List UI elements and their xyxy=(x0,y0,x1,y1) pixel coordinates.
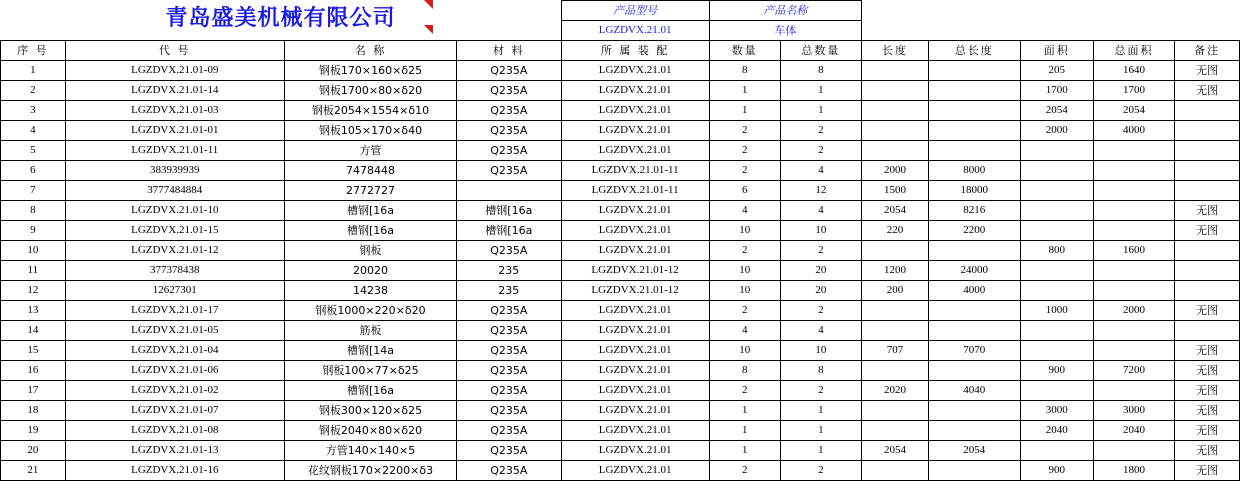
table-cell-len[interactable] xyxy=(862,241,929,261)
table-cell-asm[interactable]: LGZDVX.21.01-11 xyxy=(561,181,709,201)
table-cell-name[interactable]: 钢板300×120×δ25 xyxy=(284,401,456,421)
col-header-remark: 备注 xyxy=(1175,41,1240,61)
table-cell-name[interactable]: 钢板100×77×δ25 xyxy=(284,361,456,381)
table-cell-area[interactable] xyxy=(1020,441,1093,461)
table-cell-code[interactable]: LGZDVX.21.01-11 xyxy=(65,141,284,161)
table-cell-no[interactable]: 3 xyxy=(1,101,66,121)
table-cell-asm[interactable]: LGZDVX.21.01 xyxy=(561,61,709,81)
table-cell-remark[interactable] xyxy=(1175,141,1240,161)
table-cell-name[interactable]: 钢板1700×80×δ20 xyxy=(284,81,456,101)
table-cell-tlen[interactable]: 2054 xyxy=(928,441,1020,461)
table-cell-area[interactable] xyxy=(1020,221,1093,241)
table-cell-remark[interactable] xyxy=(1175,281,1240,301)
table-cell-len[interactable]: 2020 xyxy=(862,381,929,401)
table-row[interactable] xyxy=(1,221,1240,241)
table-cell-len[interactable] xyxy=(862,321,929,341)
table-cell-remark[interactable] xyxy=(1175,161,1240,181)
table-cell-code[interactable]: 12627301 xyxy=(65,281,284,301)
table-cell-mat[interactable]: Q235A xyxy=(457,381,561,401)
table-cell-name[interactable]: 钢板1000×220×δ20 xyxy=(284,301,456,321)
table-cell-tlen[interactable]: 2200 xyxy=(928,221,1020,241)
table-cell-asm[interactable]: LGZDVX.21.01 xyxy=(561,461,709,481)
table-cell-asm[interactable]: LGZDVX.21.01 xyxy=(561,381,709,401)
table-cell-area[interactable]: 205 xyxy=(1020,61,1093,81)
table-cell-asm[interactable]: LGZDVX.21.01 xyxy=(561,241,709,261)
col-header-material: 材 料 xyxy=(457,41,561,61)
table-cell-remark[interactable] xyxy=(1175,101,1240,121)
table-cell-code[interactable]: LGZDVX.21.01-08 xyxy=(65,421,284,441)
table-cell-qty[interactable]: 10 xyxy=(709,281,780,301)
table-cell-tarea[interactable]: 3000 xyxy=(1093,401,1174,421)
table-cell-asm[interactable]: LGZDVX.21.01-12 xyxy=(561,261,709,281)
table-cell-qty[interactable]: 10 xyxy=(709,261,780,281)
table-cell-name[interactable]: 7478448 xyxy=(284,161,456,181)
table-cell-asm[interactable]: LGZDVX.21.01 xyxy=(561,101,709,121)
table-cell-area[interactable] xyxy=(1020,321,1093,341)
table-cell-tarea[interactable] xyxy=(1093,441,1174,461)
table-cell-qty[interactable]: 10 xyxy=(709,221,780,241)
table-cell-tqty[interactable]: 1 xyxy=(780,81,861,101)
table-cell-area[interactable] xyxy=(1020,201,1093,221)
table-cell-name[interactable]: 方管140×140×5 xyxy=(284,441,456,461)
table-cell-name[interactable]: 钢板 xyxy=(284,241,456,261)
table-row[interactable] xyxy=(1,141,1240,161)
table-cell-tarea[interactable] xyxy=(1093,161,1174,181)
table-cell-no[interactable]: 21 xyxy=(1,461,66,481)
table-cell-qty[interactable]: 10 xyxy=(709,341,780,361)
table-cell-tqty[interactable]: 2 xyxy=(780,301,861,321)
table-cell-asm[interactable]: LGZDVX.21.01 xyxy=(561,341,709,361)
table-cell-area[interactable] xyxy=(1020,261,1093,281)
table-cell-tqty[interactable]: 1 xyxy=(780,421,861,441)
title-row-1 xyxy=(1,1,1240,21)
table-cell-area[interactable]: 800 xyxy=(1020,241,1093,261)
table-row[interactable] xyxy=(1,441,1240,461)
table-cell-len[interactable] xyxy=(862,461,929,481)
table-cell-remark[interactable] xyxy=(1175,261,1240,281)
table-cell-tarea[interactable] xyxy=(1093,181,1174,201)
col-header-length: 长度 xyxy=(862,41,929,61)
table-cell-len[interactable]: 1200 xyxy=(862,261,929,281)
table-cell-qty[interactable]: 8 xyxy=(709,61,780,81)
table-cell-tlen[interactable] xyxy=(928,81,1020,101)
table-cell-no[interactable]: 15 xyxy=(1,341,66,361)
table-cell-len[interactable] xyxy=(862,301,929,321)
table-cell-tlen[interactable] xyxy=(928,141,1020,161)
table-cell-qty[interactable]: 8 xyxy=(709,361,780,381)
table-cell-tlen[interactable]: 24000 xyxy=(928,261,1020,281)
table-cell-tqty[interactable]: 20 xyxy=(780,281,861,301)
table-cell-remark[interactable]: 无图 xyxy=(1175,301,1240,321)
table-cell-no[interactable]: 19 xyxy=(1,421,66,441)
table-cell-no[interactable]: 13 xyxy=(1,301,66,321)
table-cell-tlen[interactable] xyxy=(928,101,1020,121)
table-cell-asm[interactable]: LGZDVX.21.01-11 xyxy=(561,161,709,181)
table-cell-remark[interactable] xyxy=(1175,241,1240,261)
table-cell-no[interactable]: 9 xyxy=(1,221,66,241)
col-header-serial: 序 号 xyxy=(1,41,66,61)
table-cell-asm[interactable]: LGZDVX.21.01 xyxy=(561,141,709,161)
comment-marker-icon xyxy=(424,0,433,9)
table-cell-name[interactable]: 槽钢[16a xyxy=(284,381,456,401)
col-header-area: 面积 xyxy=(1020,41,1093,61)
table-cell-asm[interactable]: LGZDVX.21.01 xyxy=(561,121,709,141)
table-cell-tarea[interactable] xyxy=(1093,201,1174,221)
table-cell-tarea[interactable]: 4000 xyxy=(1093,121,1174,141)
table-cell-tarea[interactable] xyxy=(1093,281,1174,301)
table-cell-remark[interactable]: 无图 xyxy=(1175,341,1240,361)
table-cell-no[interactable]: 10 xyxy=(1,241,66,261)
table-cell-remark[interactable]: 无图 xyxy=(1175,441,1240,461)
table-cell-qty[interactable]: 1 xyxy=(709,401,780,421)
table-cell-tqty[interactable]: 1 xyxy=(780,441,861,461)
table-cell-name[interactable]: 钢板105×170×δ40 xyxy=(284,121,456,141)
table-cell-code[interactable]: LGZDVX.21.01-15 xyxy=(65,221,284,241)
product-name-value: 车体 xyxy=(709,21,861,41)
table-cell-name[interactable]: 14238 xyxy=(284,281,456,301)
table-cell-area[interactable] xyxy=(1020,161,1093,181)
table-cell-tqty[interactable]: 10 xyxy=(780,221,861,241)
table-row[interactable] xyxy=(1,241,1240,261)
table-cell-tarea[interactable] xyxy=(1093,261,1174,281)
table-row[interactable] xyxy=(1,321,1240,341)
table-cell-tqty[interactable]: 2 xyxy=(780,241,861,261)
table-cell-code[interactable]: LGZDVX.21.01-10 xyxy=(65,201,284,221)
table-cell-no[interactable]: 7 xyxy=(1,181,66,201)
table-cell-mat[interactable]: Q235A xyxy=(457,121,561,141)
table-cell-tqty[interactable]: 4 xyxy=(780,201,861,221)
table-cell-tlen[interactable] xyxy=(928,401,1020,421)
table-cell-no[interactable]: 6 xyxy=(1,161,66,181)
table-cell-asm[interactable]: LGZDVX.21.01 xyxy=(561,401,709,421)
table-cell-tarea[interactable] xyxy=(1093,341,1174,361)
title-spacer-1 xyxy=(862,1,1240,21)
table-cell-mat[interactable]: Q235A xyxy=(457,241,561,261)
table-body xyxy=(1,1,1240,481)
table-cell-code[interactable]: LGZDVX.21.01-07 xyxy=(65,401,284,421)
table-cell-qty[interactable]: 6 xyxy=(709,181,780,201)
col-header-name: 名 称 xyxy=(284,41,456,61)
table-cell-name[interactable]: 钢板170×160×δ25 xyxy=(284,61,456,81)
table-cell-remark[interactable]: 无图 xyxy=(1175,421,1240,441)
table-cell-area[interactable] xyxy=(1020,281,1093,301)
col-header-total-qty: 总数量 xyxy=(780,41,861,61)
table-cell-len[interactable] xyxy=(862,361,929,381)
table-cell-len[interactable] xyxy=(862,81,929,101)
table-cell-mat[interactable]: Q235A xyxy=(457,141,561,161)
table-cell-asm[interactable]: LGZDVX.21.01 xyxy=(561,301,709,321)
table-cell-no[interactable]: 11 xyxy=(1,261,66,281)
table-cell-mat[interactable]: Q235A xyxy=(457,441,561,461)
table-cell-remark[interactable]: 无图 xyxy=(1175,61,1240,81)
table-cell-mat[interactable] xyxy=(457,181,561,201)
table-cell-qty[interactable]: 1 xyxy=(709,81,780,101)
table-cell-tarea[interactable] xyxy=(1093,321,1174,341)
table-cell-asm[interactable]: LGZDVX.21.01 xyxy=(561,81,709,101)
table-cell-area[interactable] xyxy=(1020,381,1093,401)
table-cell-name[interactable]: 2772727 xyxy=(284,181,456,201)
table-cell-qty[interactable]: 1 xyxy=(709,421,780,441)
table-row[interactable] xyxy=(1,81,1240,101)
table-cell-name[interactable]: 筋板 xyxy=(284,321,456,341)
table-cell-tqty[interactable]: 20 xyxy=(780,261,861,281)
table-cell-name[interactable]: 钢板2040×80×δ20 xyxy=(284,421,456,441)
table-cell-qty[interactable]: 2 xyxy=(709,161,780,181)
table-cell-len[interactable]: 2054 xyxy=(862,441,929,461)
table-cell-len[interactable] xyxy=(862,121,929,141)
table-cell-no[interactable]: 2 xyxy=(1,81,66,101)
title-spacer-2 xyxy=(862,21,1240,41)
table-cell-area[interactable] xyxy=(1020,181,1093,201)
col-header-total-length: 总长度 xyxy=(928,41,1020,61)
table-cell-area[interactable]: 2040 xyxy=(1020,421,1093,441)
table-cell-name[interactable]: 方管 xyxy=(284,141,456,161)
table-cell-tlen[interactable] xyxy=(928,61,1020,81)
table-cell-tqty[interactable]: 10 xyxy=(780,341,861,361)
table-cell-remark[interactable]: 无图 xyxy=(1175,361,1240,381)
table-cell-area[interactable]: 1000 xyxy=(1020,301,1093,321)
table-cell-name[interactable]: 花纹钢板170×2200×δ3 xyxy=(284,461,456,481)
table-cell-tqty[interactable]: 4 xyxy=(780,161,861,181)
table-cell-tlen[interactable] xyxy=(928,121,1020,141)
col-header-total-area: 总面积 xyxy=(1093,41,1174,61)
table-cell-asm[interactable]: LGZDVX.21.01 xyxy=(561,421,709,441)
company-title: 青岛盛美机械有限公司 xyxy=(165,5,396,31)
table-cell-code[interactable]: LGZDVX.21.01-16 xyxy=(65,461,284,481)
table-cell-remark[interactable] xyxy=(1175,121,1240,141)
table-cell-tarea[interactable]: 2040 xyxy=(1093,421,1174,441)
table-cell-tarea[interactable] xyxy=(1093,141,1174,161)
table-row[interactable] xyxy=(1,121,1240,141)
table-cell-name[interactable]: 20020 xyxy=(284,261,456,281)
table-row[interactable] xyxy=(1,301,1240,321)
table-cell-qty[interactable]: 4 xyxy=(709,201,780,221)
table-cell-remark[interactable]: 无图 xyxy=(1175,461,1240,481)
table-cell-tarea[interactable]: 7200 xyxy=(1093,361,1174,381)
table-row[interactable] xyxy=(1,421,1240,441)
table-cell-len[interactable] xyxy=(862,401,929,421)
table-cell-asm[interactable]: LGZDVX.21.01-12 xyxy=(561,281,709,301)
table-cell-qty[interactable]: 1 xyxy=(709,441,780,461)
table-cell-tqty[interactable]: 1 xyxy=(780,401,861,421)
table-cell-tqty[interactable]: 2 xyxy=(780,381,861,401)
table-cell-tlen[interactable] xyxy=(928,461,1020,481)
col-header-assembly: 所 属 装 配 xyxy=(561,41,709,61)
table-cell-asm[interactable]: LGZDVX.21.01 xyxy=(561,221,709,241)
table-cell-tarea[interactable]: 2000 xyxy=(1093,301,1174,321)
table-cell-mat[interactable]: Q235A xyxy=(457,361,561,381)
table-cell-area[interactable]: 1700 xyxy=(1020,81,1093,101)
table-cell-mat[interactable]: Q235A xyxy=(457,401,561,421)
table-cell-tqty[interactable]: 2 xyxy=(780,141,861,161)
col-header-code: 代 号 xyxy=(65,41,284,61)
table-cell-mat[interactable]: 235 xyxy=(457,281,561,301)
table-cell-len[interactable]: 2000 xyxy=(862,161,929,181)
table-row[interactable] xyxy=(1,101,1240,121)
table-cell-len[interactable]: 1500 xyxy=(862,181,929,201)
table-cell-no[interactable]: 4 xyxy=(1,121,66,141)
table-cell-len[interactable]: 2054 xyxy=(862,201,929,221)
table-row[interactable] xyxy=(1,181,1240,201)
table-cell-qty[interactable]: 4 xyxy=(709,321,780,341)
table-cell-tqty[interactable]: 8 xyxy=(780,361,861,381)
table-cell-tlen[interactable] xyxy=(928,421,1020,441)
table-cell-area[interactable]: 900 xyxy=(1020,361,1093,381)
table-cell-code[interactable]: 3777484884 xyxy=(65,181,284,201)
comment-marker-icon xyxy=(424,25,433,34)
table-row[interactable] xyxy=(1,381,1240,401)
table-cell-len[interactable]: 220 xyxy=(862,221,929,241)
table-cell-len[interactable]: 707 xyxy=(862,341,929,361)
table-cell-mat[interactable]: Q235A xyxy=(457,81,561,101)
table-cell-area[interactable]: 2054 xyxy=(1020,101,1093,121)
table-cell-code[interactable]: LGZDVX.21.01-06 xyxy=(65,361,284,381)
table-cell-tarea[interactable]: 1600 xyxy=(1093,241,1174,261)
table-cell-len[interactable] xyxy=(862,141,929,161)
table-cell-area[interactable]: 2000 xyxy=(1020,121,1093,141)
table-cell-mat[interactable]: Q235A xyxy=(457,321,561,341)
table-cell-len[interactable] xyxy=(862,421,929,441)
table-cell-no[interactable]: 16 xyxy=(1,361,66,381)
table-row[interactable] xyxy=(1,461,1240,481)
table-cell-no[interactable]: 12 xyxy=(1,281,66,301)
table-cell-remark[interactable] xyxy=(1175,321,1240,341)
table-cell-tqty[interactable]: 4 xyxy=(780,321,861,341)
table-cell-tlen[interactable]: 8000 xyxy=(928,161,1020,181)
table-cell-tarea[interactable]: 1700 xyxy=(1093,81,1174,101)
table-cell-mat[interactable]: Q235A xyxy=(457,461,561,481)
table-cell-name[interactable]: 槽钢[16a xyxy=(284,201,456,221)
table-cell-no[interactable]: 5 xyxy=(1,141,66,161)
table-row[interactable] xyxy=(1,201,1240,221)
table-cell-qty[interactable]: 2 xyxy=(709,301,780,321)
table-cell-qty[interactable]: 2 xyxy=(709,241,780,261)
table-cell-remark[interactable] xyxy=(1175,181,1240,201)
table-row[interactable] xyxy=(1,341,1240,361)
table-cell-code[interactable]: 377378438 xyxy=(65,261,284,281)
table-cell-tlen[interactable] xyxy=(928,241,1020,261)
table-cell-remark[interactable]: 无图 xyxy=(1175,81,1240,101)
table-row[interactable] xyxy=(1,401,1240,421)
table-cell-no[interactable]: 14 xyxy=(1,321,66,341)
table-cell-mat[interactable]: Q235A xyxy=(457,341,561,361)
table-cell-len[interactable] xyxy=(862,101,929,121)
table-cell-area[interactable]: 900 xyxy=(1020,461,1093,481)
table-cell-code[interactable]: LGZDVX.21.01-09 xyxy=(65,61,284,81)
table-cell-code[interactable]: LGZDVX.21.01-13 xyxy=(65,441,284,461)
table-cell-mat[interactable]: Q235A xyxy=(457,161,561,181)
table-cell-code[interactable]: LGZDVX.21.01-05 xyxy=(65,321,284,341)
table-cell-asm[interactable]: LGZDVX.21.01 xyxy=(561,361,709,381)
table-row[interactable] xyxy=(1,261,1240,281)
table-cell-remark[interactable]: 无图 xyxy=(1175,401,1240,421)
table-cell-remark[interactable]: 无图 xyxy=(1175,221,1240,241)
table-cell-tqty[interactable]: 2 xyxy=(780,461,861,481)
table-cell-mat[interactable]: 槽钢[16a xyxy=(457,201,561,221)
table-cell-tarea[interactable] xyxy=(1093,221,1174,241)
table-cell-mat[interactable]: Q235A xyxy=(457,301,561,321)
table-cell-len[interactable]: 200 xyxy=(862,281,929,301)
table-cell-no[interactable]: 1 xyxy=(1,61,66,81)
table-cell-tarea[interactable]: 1800 xyxy=(1093,461,1174,481)
table-cell-tlen[interactable]: 7070 xyxy=(928,341,1020,361)
table-cell-code[interactable]: LGZDVX.21.01-04 xyxy=(65,341,284,361)
product-name-label: 产品名称 xyxy=(709,1,861,21)
table-cell-qty[interactable]: 2 xyxy=(709,461,780,481)
table-cell-tlen[interactable] xyxy=(928,321,1020,341)
table-cell-mat[interactable]: 235 xyxy=(457,261,561,281)
table-cell-code[interactable]: LGZDVX.21.01-03 xyxy=(65,101,284,121)
col-header-qty: 数量 xyxy=(709,41,780,61)
table-cell-tlen[interactable]: 4040 xyxy=(928,381,1020,401)
table-cell-qty[interactable]: 2 xyxy=(709,121,780,141)
table-cell-area[interactable] xyxy=(1020,141,1093,161)
column-header-row xyxy=(1,41,1240,61)
table-cell-tlen[interactable]: 18000 xyxy=(928,181,1020,201)
table-cell-tqty[interactable]: 1 xyxy=(780,101,861,121)
table-cell-no[interactable]: 8 xyxy=(1,201,66,221)
table-cell-code[interactable]: 383939939 xyxy=(65,161,284,181)
table-cell-asm[interactable]: LGZDVX.21.01 xyxy=(561,321,709,341)
table-cell-name[interactable]: 钢板2054×1554×δ10 xyxy=(284,101,456,121)
table-cell-no[interactable]: 17 xyxy=(1,381,66,401)
table-cell-tqty[interactable]: 8 xyxy=(780,61,861,81)
company-title-cell xyxy=(1,1,562,41)
table-cell-code[interactable]: LGZDVX.21.01-01 xyxy=(65,121,284,141)
table-cell-qty[interactable]: 1 xyxy=(709,101,780,121)
table-cell-code[interactable]: LGZDVX.21.01-12 xyxy=(65,241,284,261)
table-cell-tarea[interactable]: 2054 xyxy=(1093,101,1174,121)
table-cell-remark[interactable]: 无图 xyxy=(1175,201,1240,221)
table-cell-qty[interactable]: 2 xyxy=(709,141,780,161)
table-cell-mat[interactable]: Q235A xyxy=(457,421,561,441)
table-cell-qty[interactable]: 2 xyxy=(709,381,780,401)
table-cell-code[interactable]: LGZDVX.21.01-02 xyxy=(65,381,284,401)
table-cell-tqty[interactable]: 2 xyxy=(780,121,861,141)
table-row[interactable] xyxy=(1,61,1240,81)
table-cell-no[interactable]: 18 xyxy=(1,401,66,421)
table-cell-no[interactable]: 20 xyxy=(1,441,66,461)
table-cell-tlen[interactable]: 4000 xyxy=(928,281,1020,301)
table-cell-remark[interactable]: 无图 xyxy=(1175,381,1240,401)
table-cell-tlen[interactable]: 8216 xyxy=(928,201,1020,221)
product-model-value: LGZDVX.21.01 xyxy=(561,21,709,41)
table-cell-tqty[interactable]: 12 xyxy=(780,181,861,201)
table-cell-tarea[interactable]: 1640 xyxy=(1093,61,1174,81)
table-row[interactable] xyxy=(1,161,1240,181)
table-cell-name[interactable]: 槽钢[14a xyxy=(284,341,456,361)
table-cell-asm[interactable]: LGZDVX.21.01 xyxy=(561,201,709,221)
table-cell-tarea[interactable] xyxy=(1093,381,1174,401)
table-cell-asm[interactable]: LGZDVX.21.01 xyxy=(561,441,709,461)
table-cell-len[interactable] xyxy=(862,61,929,81)
table-cell-mat[interactable]: 槽钢[16a xyxy=(457,221,561,241)
table-row[interactable] xyxy=(1,281,1240,301)
table-cell-tlen[interactable] xyxy=(928,361,1020,381)
table-cell-mat[interactable]: Q235A xyxy=(457,101,561,121)
table-cell-area[interactable]: 3000 xyxy=(1020,401,1093,421)
table-row[interactable] xyxy=(1,361,1240,381)
table-cell-name[interactable]: 槽钢[16a xyxy=(284,221,456,241)
table-cell-code[interactable]: LGZDVX.21.01-17 xyxy=(65,301,284,321)
table-cell-area[interactable] xyxy=(1020,341,1093,361)
product-model-label: 产品型号 xyxy=(561,1,709,21)
table-cell-mat[interactable]: Q235A xyxy=(457,61,561,81)
table-cell-tlen[interactable] xyxy=(928,301,1020,321)
table-cell-code[interactable]: LGZDVX.21.01-14 xyxy=(65,81,284,101)
